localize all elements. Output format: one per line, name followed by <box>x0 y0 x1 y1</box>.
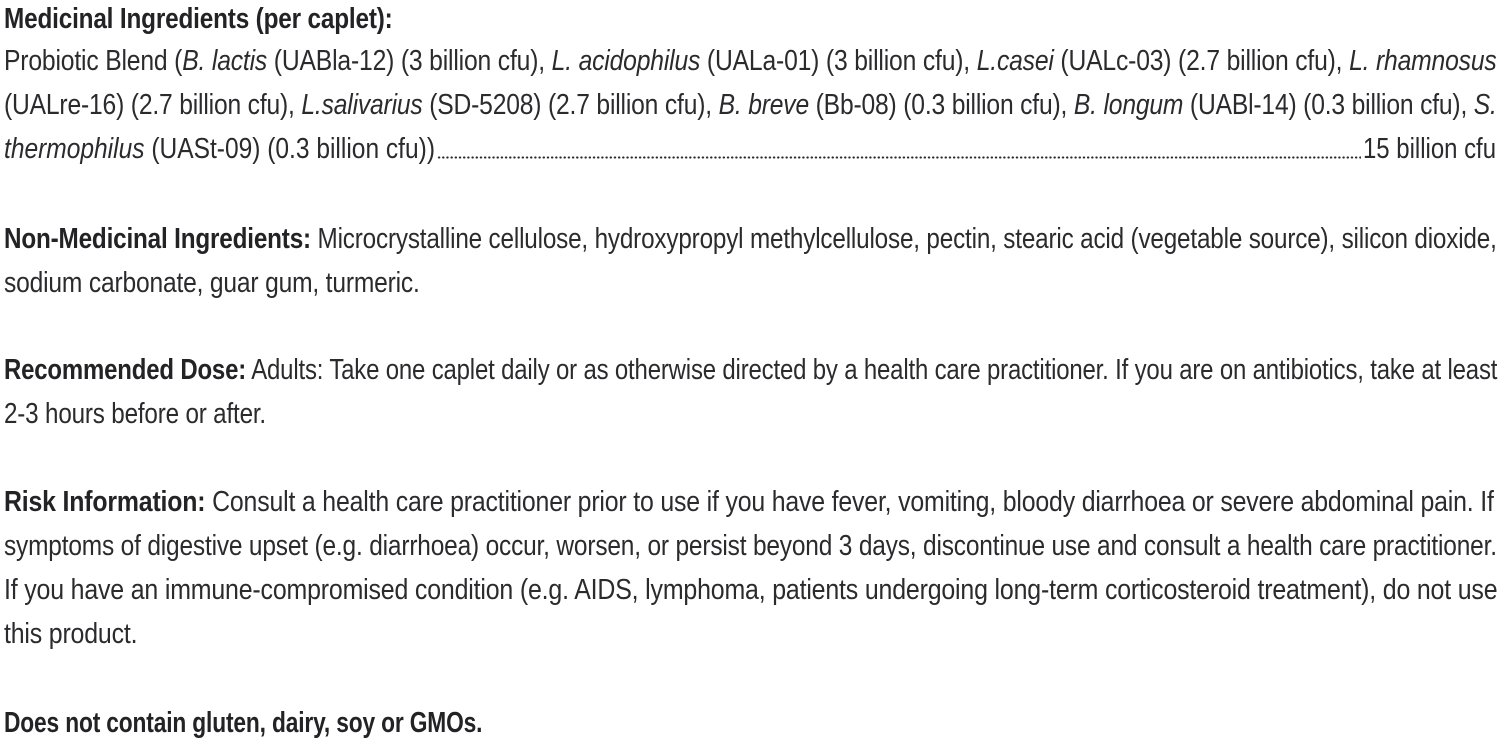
strain-name: B. longum <box>1073 89 1184 121</box>
non-medicinal-line-1 <box>4 221 1497 257</box>
strain-code: (UABla-12) (3 billion cfu), <box>267 45 552 77</box>
risk-text: Consult a health care practitioner prior to use if you have fever, vomiting, bloody diarrhoea or severe abdominal pain. If <box>205 486 1494 518</box>
medicinal-line-1 <box>4 43 1497 79</box>
strain-code: (UABl-14) (0.3 billion cfu), <box>1183 89 1474 121</box>
dose-text: Adults: Take one caplet daily or as otherwise directed by a health care practitioner. If you are on antibiotics, take at least <box>246 354 1498 386</box>
strain-name: thermophilus <box>4 133 145 165</box>
non-medicinal-text: sodium carbonate, guar gum, turmeric. <box>4 267 420 299</box>
non-medicinal-line-2 <box>4 265 420 301</box>
non-medicinal-text: Microcrystalline cellulose, hydroxypropyl methylcellulose, pectin, stearic acid (vegetable source), silicon dioxide, <box>310 223 1497 255</box>
risk-line-4 <box>4 616 137 652</box>
dose-text: 2-3 hours before or after. <box>4 398 266 430</box>
strain-name: B. breve <box>718 89 809 121</box>
strain-name: L.salivarius <box>301 89 423 121</box>
strain-name: L. rhamnosus <box>1349 45 1497 77</box>
strain-name: L.casei <box>976 45 1054 77</box>
dose-line-2 <box>4 396 266 432</box>
dot-leader <box>437 156 1361 159</box>
medicinal-line-3 <box>4 131 1496 167</box>
strain-code: (SD-5208) (2.7 billion cfu), <box>422 89 719 121</box>
risk-text: this product. <box>4 618 138 650</box>
allergen-statement <box>4 705 482 741</box>
medicinal-ingredients-heading <box>4 1 393 37</box>
dose-line-1 <box>4 352 1497 388</box>
risk-text: If you have an immune-compromised condition (e.g. AIDS, lymphoma, patients undergoing long-term corticosteroid treatment), do not use <box>4 574 1498 606</box>
strain-code: (UALa-01) (3 billion cfu), <box>700 45 977 77</box>
strain-name: B. lactis <box>182 45 268 77</box>
risk-line-2 <box>4 528 1497 564</box>
strain-code: (UASt-09) (0.3 billion cfu)) <box>144 133 436 165</box>
strain-name: L. acidophilus <box>551 45 701 77</box>
heading-text: Medicinal Ingredients (per caplet): <box>4 3 393 35</box>
strain-code: (UALc-03) (2.7 billion cfu), <box>1053 45 1350 77</box>
medicinal-line-3-left <box>4 131 435 167</box>
risk-line-3 <box>4 572 1497 608</box>
non-medicinal-heading: Non-Medicinal Ingredients: <box>4 223 311 255</box>
risk-text: symptoms of digestive upset (e.g. diarrhoea) occur, worsen, or persist beyond 3 days, discontinue use and consult a health care practitioner. <box>4 530 1497 562</box>
total-cfu: 15 billion cfu <box>1363 133 1496 165</box>
allergen-text: Does not contain gluten, dairy, soy or GMOs. <box>4 707 483 739</box>
strain-code: (UALre-16) (2.7 billion cfu), <box>4 89 302 121</box>
dose-heading: Recommended Dose: <box>4 354 247 386</box>
strain-code: (Bb-08) (0.3 billion cfu), <box>808 89 1074 121</box>
risk-line-1 <box>4 484 1494 520</box>
risk-heading: Risk Information: <box>4 486 206 518</box>
strain-name: S. <box>1473 89 1497 121</box>
medicinal-line-2 <box>4 87 1497 123</box>
blend-label: Probiotic Blend ( <box>4 45 183 77</box>
